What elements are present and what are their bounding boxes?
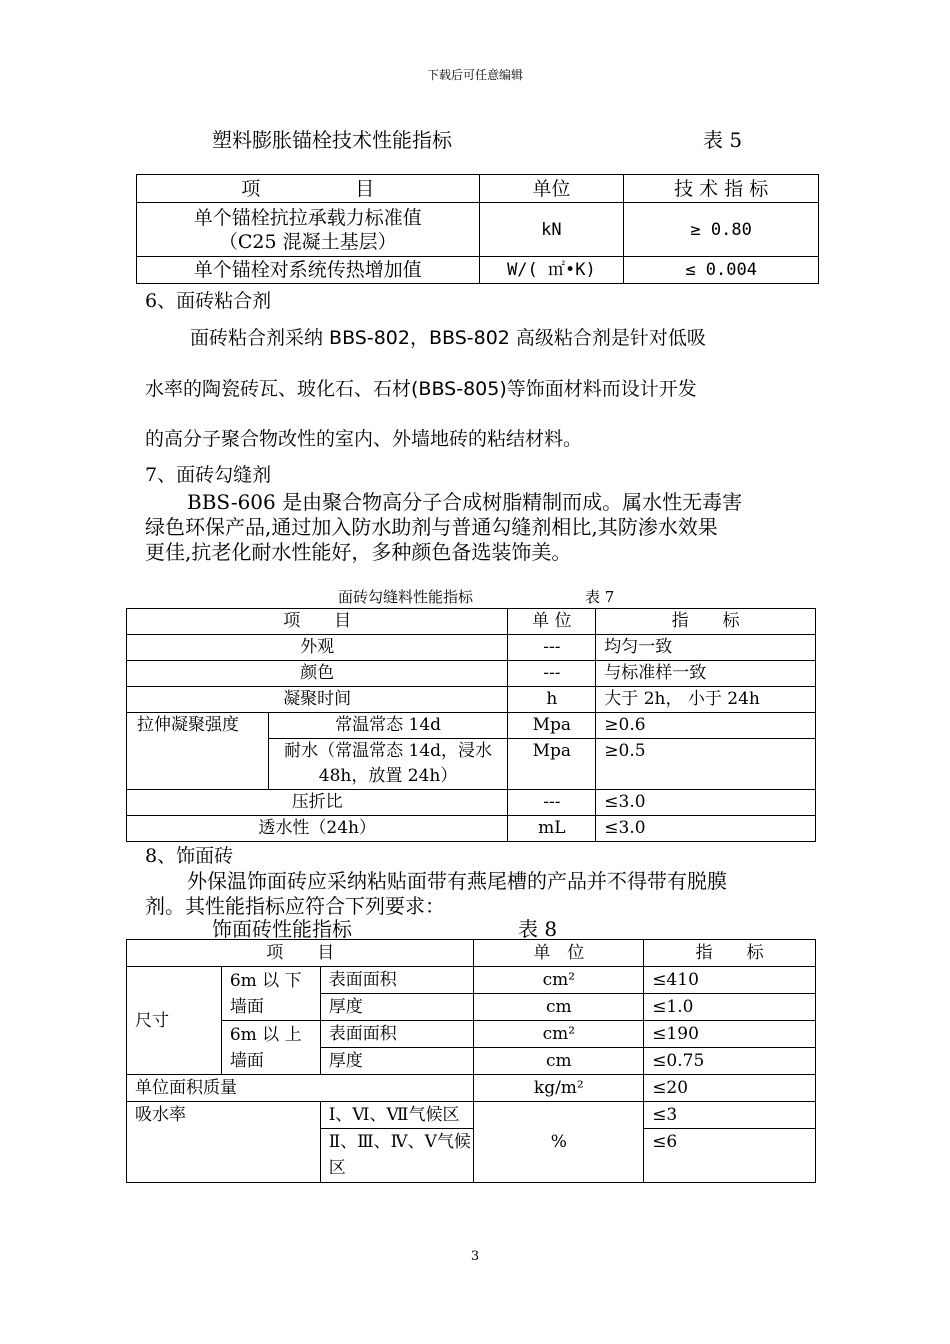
header-value: 指 标 [596,609,816,635]
section8-line1: 外保温饰面砖应采纳粘贴面带有燕尾槽的产品并不得带有脱膜 [187,869,727,893]
section7-heading: 7、面砖勾缝剂 [145,464,272,486]
row-item: 厚度 [320,994,474,1021]
row-item-line1: 单个锚栓抗拉承载力标准值 [193,206,422,229]
row-value: ≥0.5 [596,739,816,790]
table-row [127,790,816,816]
row-item [137,203,480,257]
section7-line2: 绿色环保产品,通过加入防水助剂与普通勾缝剂相比,其防渗水效果 [145,515,718,539]
table-row [127,635,816,661]
row-unit: cm² [474,1021,644,1048]
row-item: 单位面积质量 [127,1075,474,1102]
row-item: 耐水（常温常态 14d，浸水 48h，放置 24h） [268,739,508,790]
row-unit: % [474,1102,644,1183]
table-row [127,967,816,994]
table7-title: 面砖勾缝料性能指标 [338,588,474,606]
table-row [127,661,816,687]
row-item: Ⅰ、Ⅵ、Ⅶ气候区 [320,1102,474,1129]
row-value: ≤190 [644,1021,816,1048]
row-item: 单个锚栓对系统传热增加值 [137,257,480,284]
row-unit: --- [508,635,596,661]
table-row [127,1021,816,1048]
section6-line2: 水率的陶瓷砖瓦、玻化石、石材(BBS-805)等饰面材料而设计开发 [145,378,697,400]
row-group: 拉伸凝聚强度 [127,713,269,790]
row-value: 均匀一致 [596,635,816,661]
row-value: ≤3 [644,1102,816,1129]
row-item: 透水性（24h） [127,816,508,842]
row-value: 大于 2h， 小于 24h [596,687,816,713]
table-row [137,257,819,284]
section6-line1: 面砖粘合剂采纳 BBS-802，BBS-802 高级粘合剂是针对低吸 [190,327,706,349]
row-item: 颜色 [127,661,508,687]
header-value: 指 标 [644,940,816,967]
row-value: ≤ 0.004 [624,257,819,284]
table8-label: 表 8 [518,917,558,941]
row-group: 吸水率 [127,1102,321,1183]
header-unit: 单位 [479,175,624,203]
row-unit: --- [508,661,596,687]
row-item: 厚度 [320,1048,474,1075]
table-row [127,1102,816,1129]
row-subgroup: 6m 以 上 墙面 [221,1021,320,1075]
table-row [127,687,816,713]
row-value: ≤410 [644,967,816,994]
header-item: 项 目 [127,609,508,635]
table-header-row [137,175,819,203]
row-unit: Mpa [508,739,596,790]
row-unit: W/( ㎡•K) [479,257,624,284]
row-item: 表面面积 [320,967,474,994]
table7 [126,608,816,842]
row-value: ≥ 0.80 [624,203,819,257]
table8 [126,939,816,1183]
row-unit: mL [508,816,596,842]
row-item: 凝聚时间 [127,687,508,713]
row-unit: cm [474,1048,644,1075]
row-unit: cm [474,994,644,1021]
section8-line2: 剂。其性能指标应符合下列要求： [145,894,445,918]
table-row [127,713,816,739]
table5-title: 塑料膨胀锚栓技术性能指标 [212,128,452,152]
table8-title: 饰面砖性能指标 [212,917,352,941]
section6-line3: 的高分子聚合物改性的室内、外墙地砖的粘结材料。 [145,428,583,450]
header-item: 项 目 [127,940,474,967]
header-unit: 单 位 [474,940,644,967]
row-subgroup: 6m 以 下 墙面 [221,967,320,1021]
row-unit: kN [479,203,624,257]
row-group: 尺寸 [127,967,222,1075]
table-header-row [127,940,816,967]
section6-heading: 6、面砖粘合剂 [145,290,272,312]
row-unit: Mpa [508,713,596,739]
header-item: 项 目 [137,175,480,203]
page-number: 3 [470,1249,480,1264]
page-header: 下载后可任意编辑 [426,68,523,82]
row-item: Ⅱ、Ⅲ、Ⅳ、Ⅴ气候区 [320,1129,474,1183]
section8-heading: 8、饰面砖 [145,845,234,867]
section7-line1: BBS-606 是由聚合物高分子合成树脂精制而成。属水性无毒害 [187,490,743,514]
row-value: ≤3.0 [596,816,816,842]
table7-label: 表 7 [585,588,615,606]
table-row [137,203,819,257]
row-value: ≤1.0 [644,994,816,1021]
row-value: ≤0.75 [644,1048,816,1075]
header-unit: 单 位 [508,609,596,635]
row-unit: --- [508,790,596,816]
row-item: 压折比 [127,790,508,816]
table-row [127,816,816,842]
table-header-row [127,609,816,635]
row-value: ≥0.6 [596,713,816,739]
header-value: 技 术 指 标 [624,175,819,203]
table5-label: 表 5 [703,128,743,152]
row-value: ≤6 [644,1129,816,1183]
section7-line3: 更佳,抗老化耐水性能好，多种颜色备选装饰美。 [145,540,572,564]
row-unit: kg/m² [474,1075,644,1102]
row-item: 外观 [127,635,508,661]
row-unit: cm² [474,967,644,994]
row-value: ≤20 [644,1075,816,1102]
row-unit: h [508,687,596,713]
table5 [136,174,819,284]
row-item-line2: （C25 混凝土基层） [218,230,397,253]
row-value: ≤3.0 [596,790,816,816]
row-item: 表面面积 [320,1021,474,1048]
table-row [127,1075,816,1102]
row-value: 与标准样一致 [596,661,816,687]
row-item: 常温常态 14d [268,713,508,739]
